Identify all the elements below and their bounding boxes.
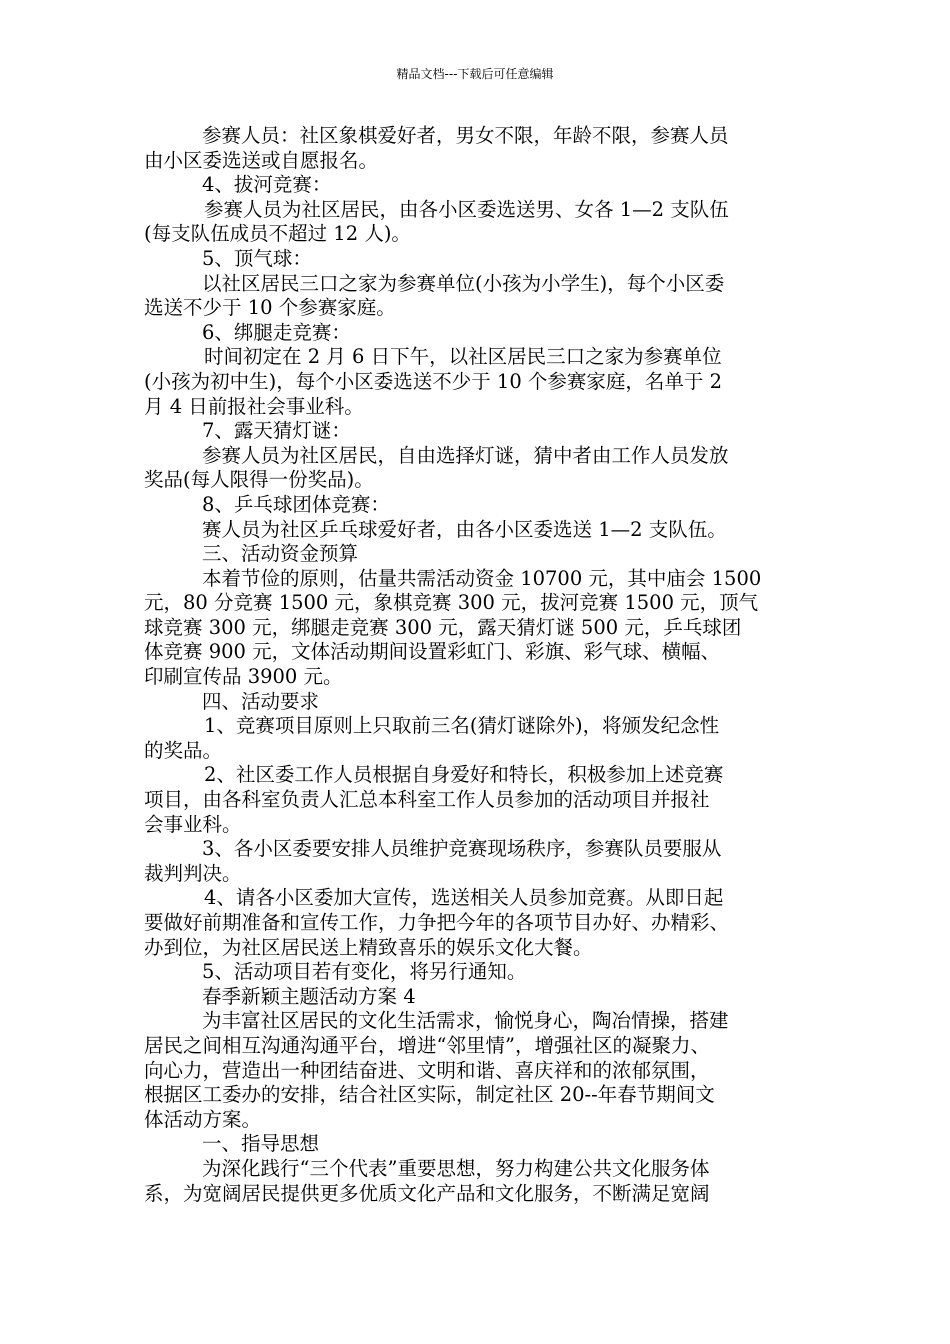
text-line: 办到位，为社区居民送上精致喜乐的娱乐文化大餐。 (144, 935, 593, 959)
text-line: (小孩为初中生)，每个小区委选送不少于 10 个参赛家庭，名单于 2 (144, 369, 723, 393)
text-line: 1、竞赛项目原则上只取前三名(猜灯谜除外)，将颁发纪念性 (204, 714, 720, 738)
text-line: 根据区工委办的安排，结合社区实际，制定社区 20--年春节期间文 (144, 1083, 715, 1107)
text-line: 4、拔河竞赛： (202, 173, 332, 197)
text-line: 3、各小区委要安排人员维护竞赛现场秩序，参赛队员要服从 (202, 837, 722, 861)
text-line: 参赛人员：社区象棋爱好者，男女不限，年龄不限，参赛人员 (202, 124, 729, 147)
text-line: 球竞赛 300 元，绑腿走竞赛 300 元，露天猜灯谜 500 元，乒乓球团 (144, 615, 742, 639)
text-line: 8、乒乓球团体竞赛： (202, 492, 390, 516)
text-line: 参赛人员为社区居民，由各小区委选送男、女各 1—2 支队伍 (204, 197, 729, 221)
text-line: 本着节俭的原则，估量共需活动资金 10700 元，其中庙会 1500 (202, 566, 762, 590)
text-line: (每支队伍成员不超过 12 人)。 (144, 222, 411, 246)
text-line: 5、活动项目若有变化，将另行通知。 (202, 960, 527, 984)
text-line: 印刷宣传品 3900 元。 (144, 665, 343, 689)
text-line: 参赛人员为社区居民，自由选择灯谜，猜中者由工作人员发放 (202, 443, 729, 467)
text-line: 6、绑腿走竞赛： (202, 320, 351, 344)
text-line: 项目，由各科室负责人汇总本科室工作人员参加的活动项目并报社 (144, 788, 710, 812)
text-line: 由小区委选送或自愿报名。 (144, 148, 379, 172)
text-line: 时间初定在 2 月 6 日下午，以社区居民三口之家为参赛单位 (204, 345, 722, 369)
text-line: 三、活动资金预算 (202, 542, 359, 566)
text-line: 为深化践行“三个代表”重要思想，努力构建公共文化服务体 (202, 1156, 710, 1180)
text-line: 4、请各小区委加大宣传，选送相关人员参加竞赛。从即日起 (204, 886, 724, 910)
text-line: 向心力，营造出一种团结奋进、文明和谐、喜庆祥和的浓郁氛围， (144, 1058, 710, 1082)
document-body (144, 124, 808, 1206)
text-line: 一、指导思想 (202, 1132, 320, 1156)
text-line: 以社区居民三口之家为参赛单位(小孩为小学生)，每个小区委 (202, 271, 725, 295)
text-line: 5、顶气球： (202, 246, 312, 270)
text-line: 裁判判决。 (144, 861, 242, 885)
text-line: 四、活动要求 (202, 689, 320, 713)
text-line: 体活动方案。 (144, 1107, 262, 1131)
text-line: 会事业科。 (144, 812, 242, 836)
text-line: 选送不少于 10 个参赛家庭。 (144, 296, 396, 320)
text-line: 春季新颖主题活动方案 4 (202, 984, 416, 1008)
text-line: 要做好前期准备和宣传工作，力争把今年的各项节目办好、办精彩、 (144, 911, 730, 934)
text-line: 2、社区委工作人员根据自身爱好和特长，积极参加上述竞赛 (204, 763, 724, 787)
text-line: 体竞赛 900 元，文体活动期间设置彩虹门、彩旗、彩气球、横幅、 (144, 640, 721, 664)
text-line: 奖品(每人限得一份奖品)。 (144, 468, 374, 492)
text-line: 系，为宽阔居民提供更多优质文化产品和文化服务，不断满足宽阔 (144, 1181, 710, 1205)
text-line: 元，80 分竞赛 1500 元，象棋竞赛 300 元，拔河竞赛 1500 元，顶气 (144, 591, 759, 615)
text-line: 赛人员为社区乒乓球爱好者，由各小区委选送 1—2 支队伍。 (202, 517, 727, 541)
text-line: 月 4 日前报社会事业科。 (144, 394, 364, 418)
text-line: 居民之间相互沟通沟通平台，增进“邻里情”，增强社区的凝聚力、 (144, 1033, 710, 1057)
text-line: 的奖品。 (144, 738, 223, 762)
page-header: 精品文档---下载后可任意编辑 (396, 67, 554, 81)
text-line: 为丰富社区居民的文化生活需求，愉悦身心，陶冶情操，搭建 (202, 1009, 729, 1033)
text-line: 7、露天猜灯谜： (202, 419, 351, 443)
